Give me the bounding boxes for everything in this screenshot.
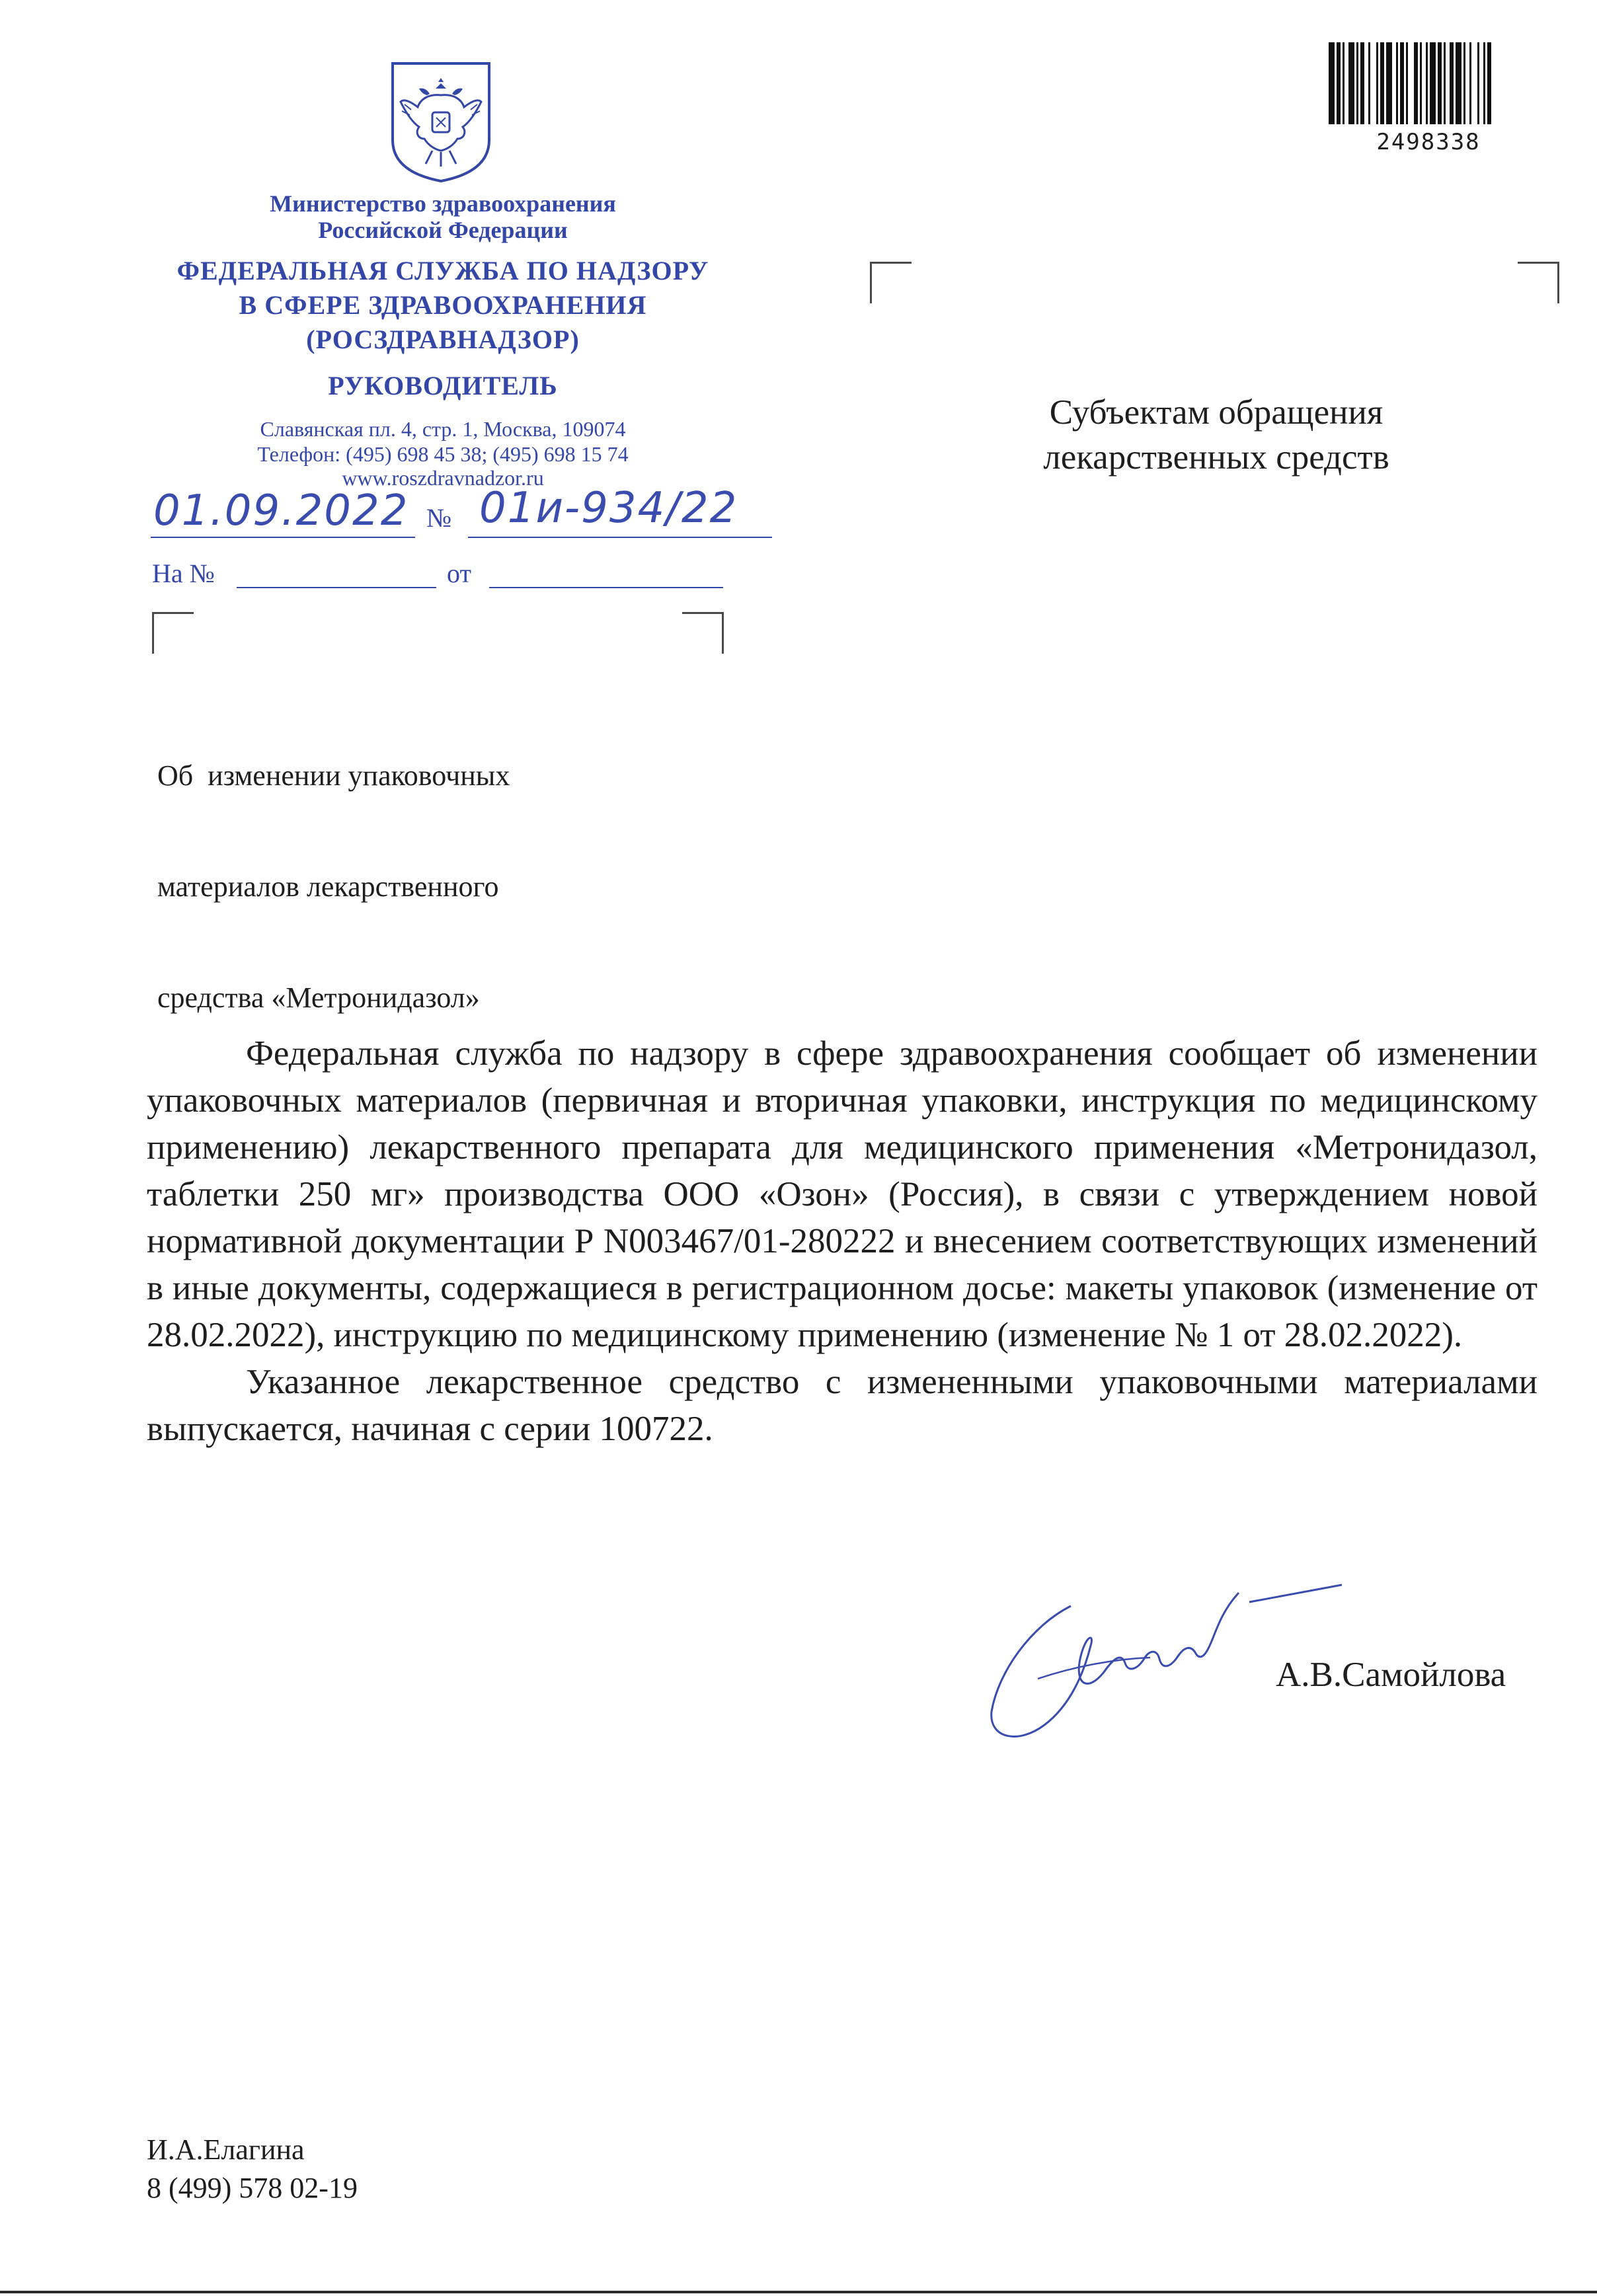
website: www.roszdravnadzor.ru (342, 466, 544, 490)
body-paragraph-2: Указанное лекарственное средство с измененными упаковочными материалами выпускается, начиная с серии 100722. (147, 1363, 1538, 1448)
subject-bracket-right (682, 612, 724, 654)
body-paragraph-1: Федеральная служба по надзору в сфере здравоохранения сообщает об изменении упаковочных материалов (первичная и вторичная упаковки, инструкция по медицинскому применению) лекарственного препарата для медицинского применения «Метронидазол, таблетки 250 мг» производства ООО «Озон» (Россия), в связи с утверждением новой нормативной документации Р N003467/01-280222 и внесением соответствующих изменений в иные документы, содержащиеся в регистрационном досье: макеты упаковок (изменение от 28.02.2022), инструкцию по медицинскому применению (изменение № 1 от 28.02.2022). (147, 1034, 1538, 1354)
addressee (952, 390, 1481, 480)
barcode-bar (1376, 42, 1378, 124)
barcode-bar (1396, 42, 1398, 124)
addressee-line-1: Субъектам обращения (1049, 393, 1383, 432)
barcode-bar (1444, 42, 1446, 124)
subject-line-2: материалов лекарственного (157, 870, 499, 903)
barcode-number: 2498338 (1376, 129, 1481, 155)
reply-date-line (489, 587, 723, 588)
letter-body (147, 1030, 1538, 1453)
russian-coat-of-arms-icon (389, 61, 493, 184)
letterhead (126, 190, 760, 489)
barcode-bar (1477, 42, 1479, 124)
address: Славянская пл. 4, стр. 1, Москва, 109074 (260, 417, 626, 441)
number-sign: № (426, 503, 452, 533)
page-bottom-edge (0, 2291, 1597, 2293)
executor-phone: 8 (499) 578 02-19 (147, 2172, 358, 2204)
barcode-bar (1380, 42, 1384, 124)
subject (157, 683, 510, 1053)
executor-name: И.А.Елагина (147, 2133, 305, 2166)
registration-number: 01и-934/22 (479, 484, 738, 533)
barcode-bars (1327, 42, 1530, 127)
signatory-name: А.В.Самойлова (1276, 1656, 1506, 1694)
barcode-bar (1368, 42, 1370, 124)
barcode-bar (1426, 42, 1428, 124)
reply-from-label: от (447, 558, 471, 588)
number-underline (468, 537, 772, 538)
addressee-bracket-left (870, 262, 912, 303)
barcode-bar (1348, 42, 1354, 124)
barcode-bar (1456, 42, 1461, 124)
service-line-2: В СФЕРЕ ЗДРАВООХРАНЕНИЯ (239, 290, 647, 320)
service-line-3: (РОСЗДРАВНАДЗОР) (306, 325, 580, 354)
barcode-bar (1360, 42, 1364, 124)
addressee-bracket-right (1518, 262, 1559, 303)
barcode-bar (1438, 42, 1442, 124)
addressee-line-2: лекарственных средств (1043, 438, 1389, 477)
barcode-bar (1483, 42, 1485, 124)
barcode-bar (1414, 42, 1418, 124)
ministry-line-1: Министерство здравоохранения (270, 190, 616, 217)
date-underline (151, 537, 415, 538)
barcode-bar (1386, 42, 1392, 124)
barcode-bar (1430, 42, 1436, 124)
barcode-bar (1343, 42, 1344, 124)
phone: Телефон: (495) 698 45 38; (495) 698 15 74 (257, 442, 629, 466)
barcode-bar (1337, 42, 1341, 124)
barcode-bar (1420, 42, 1422, 124)
ministry-line-2: Российской Федерации (318, 217, 568, 243)
barcode-bar (1463, 42, 1465, 124)
barcode-bar (1400, 42, 1404, 124)
subject-bracket-left (152, 612, 194, 654)
reply-number-line (237, 587, 436, 588)
barcode-bar (1406, 42, 1408, 124)
position-title: РУКОВОДИТЕЛЬ (328, 371, 558, 401)
reply-label: На № (152, 558, 215, 588)
registration-date: 01.09.2022 (153, 486, 409, 535)
service-line-1: ФЕДЕРАЛЬНАЯ СЛУЖБА ПО НАДЗОРУ (176, 256, 709, 286)
executor (147, 2131, 358, 2207)
barcode (1327, 42, 1530, 155)
barcode-bar (1469, 42, 1471, 124)
coat-of-arms-emblem (389, 61, 493, 184)
subject-line-3: средства «Метронидазол» (157, 981, 480, 1014)
barcode-bar (1487, 42, 1491, 124)
barcode-bar (1450, 42, 1454, 124)
subject-line-1: Об изменении упаковочных (157, 759, 510, 792)
barcode-bar (1356, 42, 1358, 124)
barcode-bar (1329, 42, 1335, 124)
